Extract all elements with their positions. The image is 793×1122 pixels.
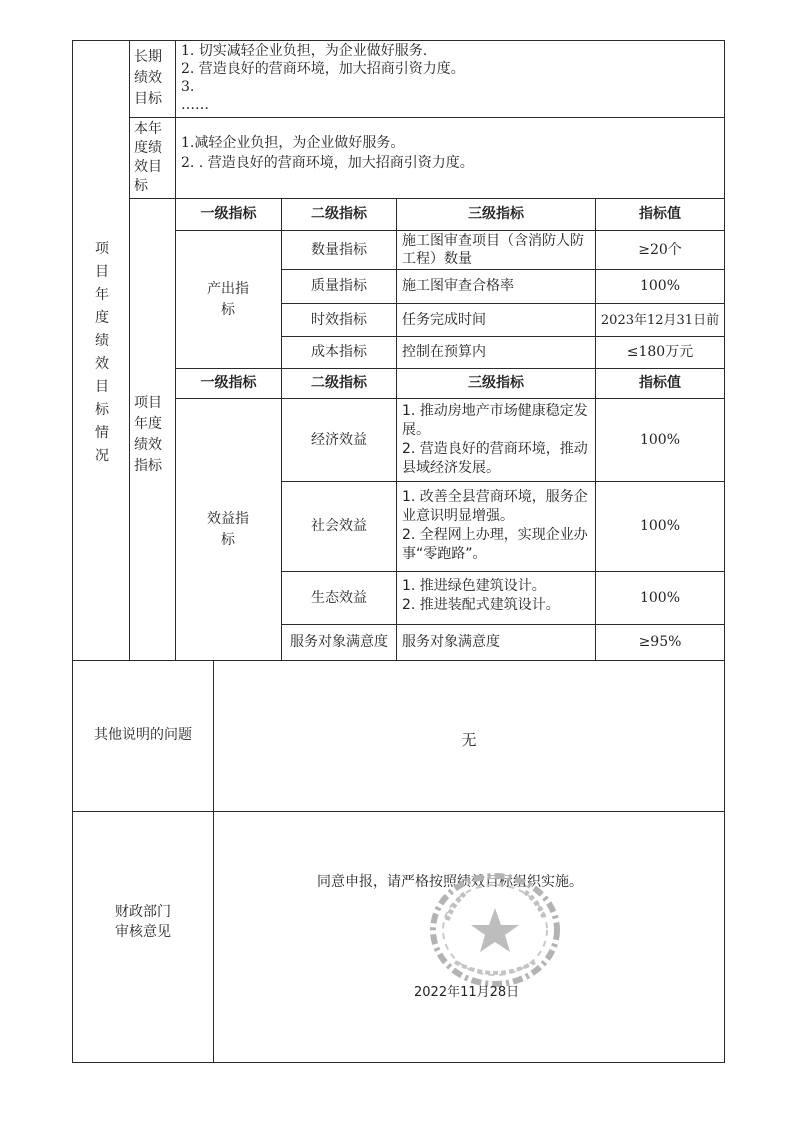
header-level3: 三级指标: [468, 206, 524, 222]
long-term-line-4: ……: [181, 97, 209, 113]
long-term-line-1: 1. 切实减轻企业负担，为企业做好服务.: [181, 43, 428, 59]
header2-level3: 三级指标: [468, 375, 524, 391]
benefit-social-value: 100%: [639, 518, 681, 534]
output-quantity-value: ≥20个: [638, 241, 682, 258]
benefit-economic-level3: 1. 推动房地产市场健康稳定发展。 2. 营造良好的营商环境，推动县域经济发展。: [402, 403, 588, 476]
output-cost-level2: 成本指标: [311, 344, 367, 360]
header2-level2: 二级指标: [311, 375, 367, 391]
output-quantity-level3: 施工图审查项目（含消防人防工程）数量: [402, 233, 584, 267]
benefit-level1: 效益指标: [207, 510, 249, 548]
benefit-economic-level2: 经济效益: [311, 431, 367, 448]
output-timeliness-level2: 时效指标: [311, 311, 367, 328]
satisfaction-level3: 服务对象满意度: [402, 634, 500, 650]
benefit-economic-value: 100%: [639, 431, 681, 448]
other-label: 其他说明的问题: [94, 726, 192, 743]
benefit-ecological-value: 100%: [639, 589, 681, 606]
header2-level1: 一级指标: [200, 375, 257, 391]
other-content: 无: [461, 730, 477, 749]
benefit-social-level3: 1. 改善全县营商环境，服务企业意识明显增强。 2. 全程网上办理，实现企业办事“零跑路”。: [402, 489, 588, 562]
satisfaction-level2: 服务对象满意度: [290, 634, 388, 650]
output-cost-level3: 控制在预算内: [402, 344, 486, 360]
outer-label: 项目年度绩效目标情况: [95, 241, 109, 464]
output-quality-level2: 质量指标: [311, 278, 367, 294]
benefit-ecological-level3: 1. 推进绿色建筑设计。 2. 推进装配式建筑设计。: [402, 578, 560, 613]
header-level1: 一级指标: [200, 206, 257, 222]
long-term-line-3: 3.: [181, 79, 195, 95]
annual-label: 本年度绩效目标: [134, 121, 162, 194]
annual-line-1: 1.减轻企业负担，为企业做好服务。: [181, 135, 405, 151]
output-timeliness-value: 2023年12月31日前: [600, 312, 720, 328]
finance-date: 2022年11月28日: [414, 985, 520, 1000]
header-level2: 二级指标: [311, 206, 367, 222]
official-seal: [425, 870, 565, 990]
satisfaction-value: ≥95%: [638, 634, 682, 650]
long-term-line-2: 2. 营造良好的营商环境，加大招商引资力度。: [181, 61, 465, 77]
header2-value: 指标值: [639, 375, 681, 391]
output-timeliness-level3: 任务完成时间: [402, 311, 486, 328]
benefit-social-level2: 社会效益: [311, 518, 367, 534]
finance-opinion: 同意申报，请严格按照绩效目标组织实施。: [317, 874, 583, 890]
indicators-label: 项目年度绩效指标: [134, 395, 162, 474]
output-level1: 产出指标: [207, 280, 249, 318]
output-cost-value: ≤180万元: [626, 344, 694, 360]
finance-label: 财政部门 审核意见: [115, 904, 171, 940]
benefit-ecological-level2: 生态效益: [311, 589, 367, 606]
header-value: 指标值: [639, 206, 681, 222]
output-quantity-level2: 数量指标: [311, 241, 367, 258]
long-term-label: 长期绩效目标: [134, 49, 162, 107]
output-quality-value: 100%: [639, 278, 681, 294]
output-quality-level3: 施工图审查合格率: [402, 278, 514, 294]
annual-line-2: 2. . 营造良好的营商环境，加大招商引资力度。: [181, 155, 474, 171]
